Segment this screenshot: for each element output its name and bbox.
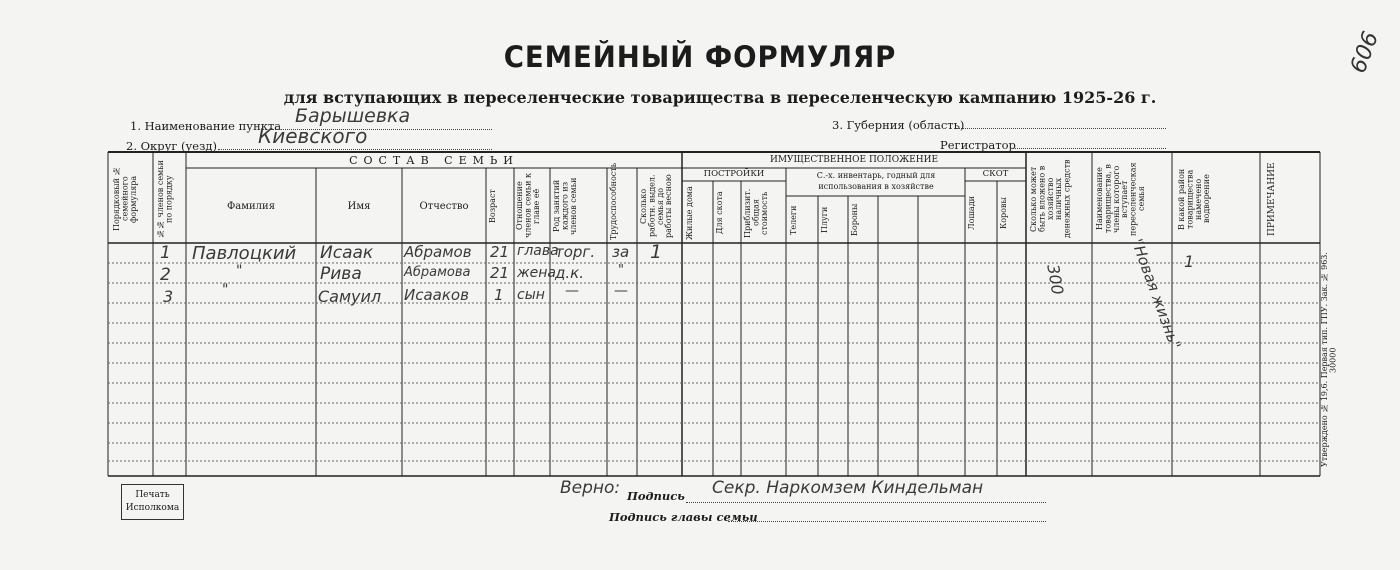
head-signature-label: Подпись главы семьи — [609, 510, 758, 524]
row-1-occupation: торг. — [555, 243, 596, 261]
row-3-surname: " — [222, 282, 229, 298]
header-notes: ПРИМЕЧАНИЕ — [1267, 162, 1277, 236]
row-1-surname: Павлоцкий — [192, 243, 297, 264]
header-harrows: Бороны — [850, 203, 859, 237]
header-ploughs: Плуги — [820, 206, 829, 234]
header-formular-no: Порядковый № семейного формуляра — [112, 166, 138, 232]
row-3-patronymic: Исааков — [404, 286, 469, 304]
row-1-patronymic: Абрамов — [404, 243, 472, 261]
header-house: Жилые дома — [685, 186, 694, 240]
signature-label: Подпись — [627, 489, 685, 503]
header-cows: Коровы — [999, 197, 1008, 229]
row-2-name: Рива — [320, 264, 362, 284]
row-2-capacity: " — [618, 263, 624, 278]
header-property-group: ИМУЩЕСТВЕННОЕ ПОЛОЖЕНИЕ — [769, 155, 939, 165]
header-member-no: №№ членов семьи по порядку — [156, 160, 174, 238]
row-2-occupation: д.к. — [555, 264, 584, 282]
row-3-capacity: — — [614, 283, 628, 299]
row-1-name: Исаак — [320, 243, 374, 263]
row-1-age: 21 — [490, 243, 510, 261]
row-1-relation: глава — [517, 243, 559, 259]
header-surname: Фамилия — [226, 201, 276, 212]
page-number: 606 — [1346, 28, 1384, 77]
header-relation: Отношение членов семьи к главе её — [515, 173, 541, 239]
row-1-capacity: за — [612, 243, 630, 261]
header-workers: Сколько работн. выдел. семья до работы весною — [639, 174, 674, 238]
row-3-age: 1 — [494, 286, 504, 304]
header-funds: Сколько может быть вложено в хозяйство наличных денежных средств — [1029, 159, 1072, 239]
row-3-relation: сын — [517, 287, 545, 303]
row-3-occupation: — — [565, 283, 579, 299]
header-region: В какой район товарищества намечено водворение — [1177, 168, 1212, 230]
signature-value: Секр. Наркомзем Киндельман — [712, 478, 984, 498]
row-2-patronymic: Абрамова — [404, 265, 471, 280]
form-title: СЕМЕЙНЫЙ ФОРМУЛЯР — [503, 40, 897, 74]
point-value: Барышевка — [295, 105, 411, 127]
row-2-no: 2 — [160, 265, 171, 285]
row-3-no: 3 — [163, 287, 174, 306]
row-3-name: Самуил — [318, 287, 382, 306]
header-value: Приблизит. общая стоимость — [743, 188, 769, 238]
signature-prefix: Верно: — [560, 478, 621, 498]
header-buildings-group: ПОСТРОЙКИ — [703, 169, 765, 179]
stamp-box: Печать Исполкома — [121, 484, 184, 520]
registrar-label: Регистратор — [940, 138, 1016, 152]
province-label: 3. Губерния (область) — [832, 118, 965, 132]
partnership-value: "Новая жизнь" — [1127, 236, 1185, 352]
header-livestock-group: СКОТ — [982, 169, 1009, 179]
row-2-relation: жена — [517, 265, 556, 281]
form-subtitle: для вступающих в переселенческие товарищества в переселенческую кампанию 1925-26 г. — [283, 88, 1157, 107]
head-signature-underline — [728, 507, 1046, 522]
header-partnership: Наименование товарищества, в члены которого вступает переселенческая семья — [1095, 162, 1146, 236]
region-value: 1 — [1184, 252, 1195, 271]
header-age: Возраст — [488, 189, 497, 223]
header-family-group: СОСТАВ СЕМЬИ — [349, 154, 519, 167]
funds-value: 300 — [1043, 262, 1068, 297]
header-patronymic: Отчество — [419, 201, 469, 212]
header-capacity: Трудоспособность — [609, 162, 618, 240]
row-1-workers: 1 — [650, 241, 663, 263]
header-inventory-group: С.-х. инвентарь, годный для использования в хозяйстве — [816, 171, 936, 191]
row-2-surname: " — [236, 263, 243, 279]
header-carts: Телеги — [789, 205, 798, 235]
header-name: Имя — [347, 201, 371, 212]
header-horses: Лошади — [967, 196, 976, 230]
okrug-label: 2. Округ (уезд) — [126, 139, 217, 153]
header-occupation: Род занятий каждого из членов семьи — [552, 177, 578, 235]
print-note: Утверждено № 19,6. Первая тип. ГПУ. Зак. № 963. 30000 — [1320, 252, 1338, 468]
point-label: 1. Наименование пункта — [130, 119, 282, 133]
row-2-age: 21 — [490, 264, 510, 282]
okrug-value: Киевского — [258, 124, 368, 148]
row-1-no: 1 — [160, 243, 171, 263]
header-barn: Для скота — [715, 191, 724, 235]
